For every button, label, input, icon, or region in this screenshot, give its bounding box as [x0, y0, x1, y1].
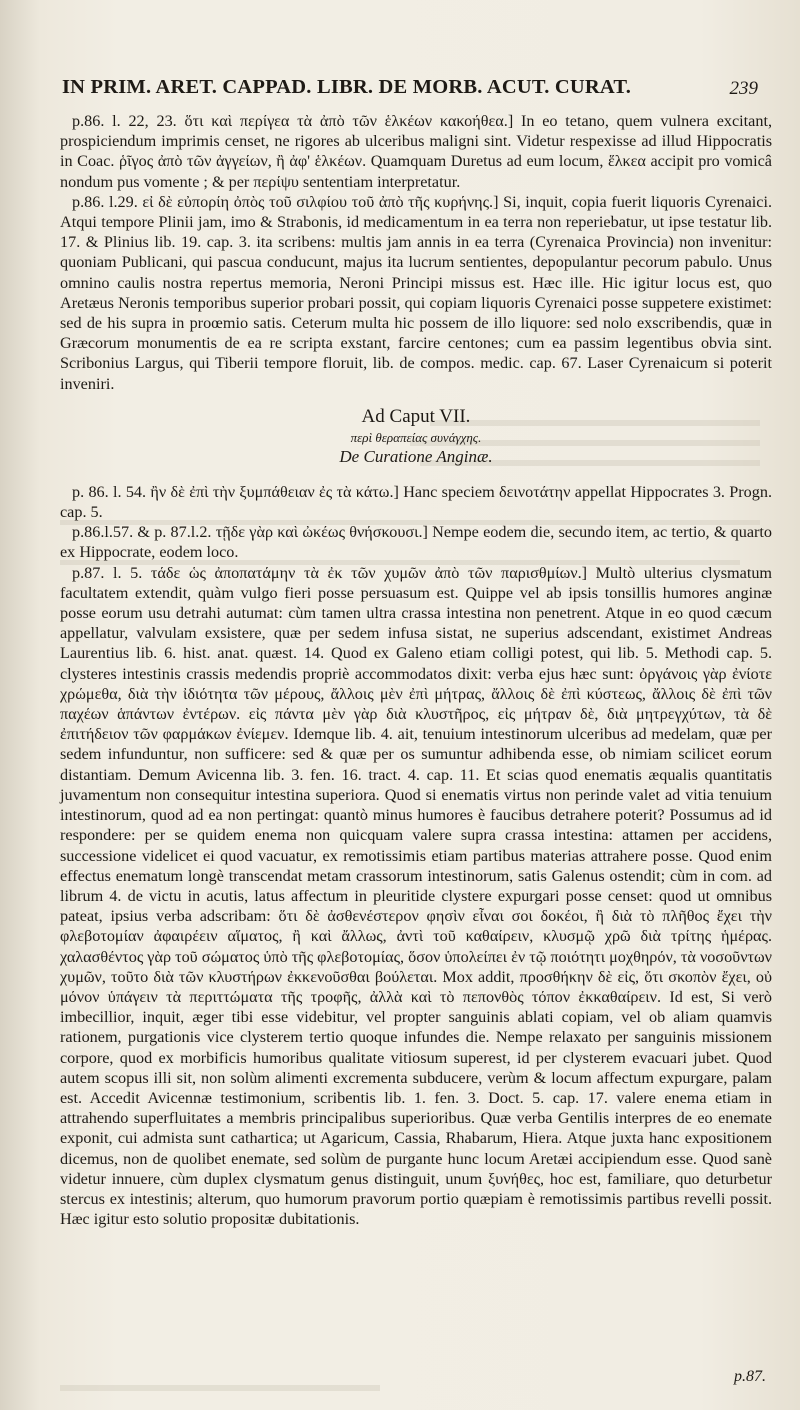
note-paragraph: p.87. l. 5. τάδε ὡς ἀποπατάμην τὰ ἐκ τῶν χυμῶν ἀπὸ τῶν παρισθμίων.] Multò ulterius clysmatum facultatem extendit, quàm vulgo fieri posse persuasum est. Quippe vel ab ipsis tonsillis humores anginæ posse eorum usu detrahi autumat: cùm tamen ultra crassa intestina non penetrent. Atque in eo quod cæcum appellatur, valvulam exsistere, quæ per sedem infusa sistat, ne superius adscendant, existimet Andreas Laurentius lib. 6. hist. anat. quæst. 14. Quod ex Galeno etiam colligi potest, qui lib. 5. Methodi cap. 5. clysteres intestinis crassis medendis propriè accommodatos dixit: verba ejus hæc sunt: ὀργάνοις γὰρ ἐνίοτε χρώμεθα, διὰ τὴν ἰδιότητα τῶν μέρους, ἄλλοις μὲν ἐπὶ μήτρας, ἄλλοις δὲ ἐπὶ κύστεως, ἄλλοις δὲ ἐπὶ τῶν παχέων ἁπάντων ἐντέρων. εἰς πάντα μὲν γὰρ διὰ κλυστῆρος, εἰς μήτραν δὲ, διὰ μητρεγχύτων, τὰ δὲ ἐπιτήδειον τῶν φαρμάκων ἐνίεμεν. Idemque lib. 4. ait, tenuium intestinorum ulceribus ad medelam, quæ per sedem infunduntur, non sufficere: sed & quæ per os sumuntur adhibenda esse, ob nimiam scilicet eorum distantiam. Demum Avicenna lib. 3. fen. 16. tract. 4. cap. 11. Et scias quod enematis æqualis quantitatis juvamentum non consequitur intestina superiora. Quod si enematis virtus non perinde valet ad vitia tenuium intestinorum, quod ad ea non pertingat: quantò minus humores è faucibus detrahere poterit? Possumus ad id respondere: per se quidem enema non quicquam valere supra crassa intestina: attamen per accidens, successione videlicet ei quod vacuatur, ex remotissimis etiam partibus materias attrahere posse. Quod enim effectus enematum longè transcendat metam crassorum intestinorum, satis Galenus ostendit; cùm in com. ad librum 4. de victu in acutis, latus affectum in pleuritide clystere expurgari posse censet: quod ut omnibus pateat, ipsius verba adscribam: ὅτι δὲ ἀσθενέστερον φησὶν εἶναι σοι δοκέοι, ἢ διὰ τὸ πλῆθος ἔχει τὴν φλεβοτομίαν ἀφαιρέειν αἵματος, ἢ καὶ ἄλλως, ἀντὶ τοῦ καθαίρειν, κλυσμῷ χρῶ διὰ τρίτης ἡμέρας. χαλασθέντος γὰρ τοῦ σώματος ὑπὸ τῆς φλεβοτομίας, ὅσον ὑπολείπει ἐν τῷ ποιότητι μοχθηρόν, τὰ νοσοῦντων χυμῶν, τοῦτο διὰ τῶν κλυστήρων ἐκκενοῦσθαι βούλεται. Mox addit, προσθήκην δὲ εἰς, ὅτι σκοπὸν ἔχει, οὐ μόνον ὑπάγειν τὰ περιττώματα τῆς τροφῆς, ἀλλὰ καὶ τὸ πεπονθὸς τόπον ἐκκαθαίρειν. Id est, Si verò imbecillior, inquit, æger tibi esse videbitur, vel propter sanguinis ablati copiam, vel ob aliam quamvis rationem, purgationis vice clysterem tertio quoque infundes die. Nempe relaxato per sanguinis missionem corpore, quod ex morbificis humoribus qualitate vitiosum superest, id per clysterem evacuari jubet. Quod autem scopus illi sit, non solùm alimenti excrementa subducere, verùm & locum affectum expurgare, palam est. Accedit Avicennæ testimonium, scribentis lib. 1. fen. 3. Doct. 5. cap. 17. valere enema etiam in attrahendo superfluitates a membris principalibus superioribus. Quæ verba Gentilis interpres de eo enemate exponit, cui admista sunt cathartica; ut Agaricum, Cassia, Rhabarum, Hiera. Atque juxta hanc expositionem dicemus, non de quolibet enemate, sed solùm de purgante hunc locum Aretæi accipiendum esse. Quod sanè videtur innuere, cùm duplex clysmatum genus distinguit, unum ξυνήθες, hoc est, familiare, quo deturbetur stercus ex intestinis; alterum, quo humorum pravorum portio quæpiam è remotissimis partibus revelli possit. Hæc igitur esto solutio propositæ dubitationis. — [60, 563, 772, 1229]
commentary-body — [60, 111, 772, 1229]
chapter-title: Ad Caput VII. — [361, 405, 471, 427]
running-head: IN PRIM. ARET. CAPPAD. LIBR. DE MORB. ACUT. CURAT. — [62, 76, 632, 98]
page-header — [62, 76, 770, 108]
note-paragraph: p.86. l.29. εἰ δὲ εὐπορίη ὀπὸς τοῦ σιλφίου τοῦ ἀπὸ τῆς κυρήνης.] Si, inquit, copia fuerit liquoris Cyrenaici. Atqui tempore Plinii jam, imo & Strabonis, id medicamentum in ea terra non reperiebatur, ut ipse testatur lib. 17. & Plinius lib. 19. cap. 3. ita scribens: multis jam annis in ea terra (Cyrenaica Provincia) non invenitur: quoniam Publicani, qui pascua conducunt, majus ita lucrum sentientes, depopulantur pecorum pabulo. Unus omnino caulis nostra repertus memoria, Neroni Principi missus est. Hæc ille. Hic igitur locus est, quo Aretæus Neronis temporibus superior probari possit, qui copiam liquoris Cyrenaici posse suppetere existimet: sed de his supra in proœmio satis. Ceterum multa hic possem de illo liquore: sed nolo exscribendis, quæ in Græcorum monumentis de ea re scripta exstant, farcire centones; cum ea passim legentibus obvia sint. Scribonius Largus, qui Tiberii tempore floruit, lib. de compos. medic. cap. 67. Laser Cyrenaicum si poterit inveniri. — [60, 192, 772, 393]
note-paragraph: p.86. l. 22, 23. ὅτι καὶ περίγεα τὰ ἀπὸ τῶν ἑλκέων κακοήθεα.] In eo tetano, quem vulnera excitant, prospiciendum imprimis censet, ne rigores ab ulceribus maligni sint. Videtur respexisse ad illud Hippocratis in Coac. ῥῖγος ἀπὸ τῶν ἀγγείων, ἢ ἀφ' ἑλκέων. Quamquam Duretus ad eum locum, ἕλκεα accipit pro vomicâ nondum pus vomente ; & per περίψυ sententiam interpretatur. — [60, 112, 772, 191]
note-paragraph: p.86.l.57. & p. 87.l.2. τῇδε γὰρ καὶ ὠκέως θνήσκουσι.] Nempe eodem die, secundo item, ac tertio, & quarto ex Hippocrate, eodem loco. — [60, 523, 772, 562]
chapter-subtitle: De Curatione Anginæ. — [339, 446, 493, 466]
chapter-greek-title: περὶ θεραπείας συνάγχης. — [350, 429, 482, 445]
note-paragraph: p. 86. l. 54. ἢν δὲ ἐπὶ τὴν ξυμπάθειαν ἐς τὰ κάτω.] Hanc speciem δεινοτάτην appellat Hippocrates 3. Progn. cap. 5. — [60, 482, 772, 522]
page-number: 239 — [729, 78, 758, 99]
chapter-heading — [60, 404, 772, 468]
catchword: p.87. — [734, 1368, 766, 1385]
